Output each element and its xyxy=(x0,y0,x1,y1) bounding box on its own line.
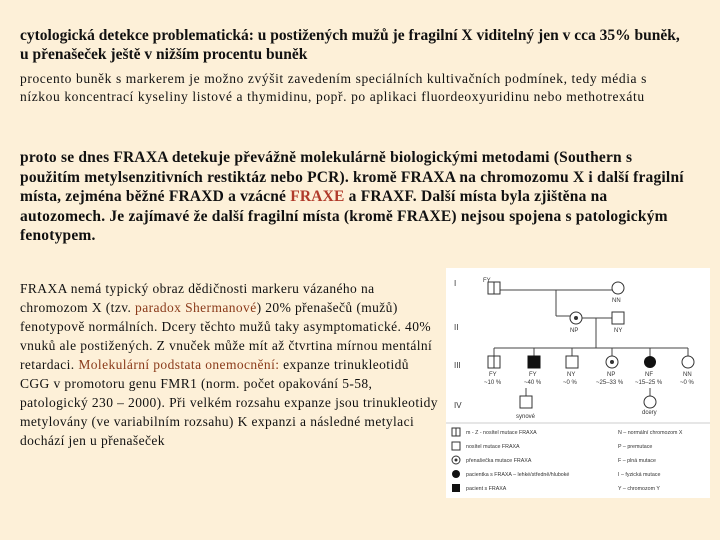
pct-iii-4: ~25–33 % xyxy=(596,380,624,386)
pct-iii-6: ~0 % xyxy=(680,380,694,386)
pedigree-female-normal xyxy=(612,282,624,294)
label-iii-2: FY xyxy=(529,372,537,378)
sherman-paradox-highlight: paradox Shermanové xyxy=(135,300,257,315)
pedigree-svg xyxy=(446,268,710,498)
label-iii-6: NN xyxy=(683,372,692,378)
legend-right-2: P – premutace xyxy=(618,444,653,450)
label-iii-5: NF xyxy=(645,372,653,378)
generation-label-2: II xyxy=(454,323,459,332)
pedigree-son-affected xyxy=(528,356,540,368)
legend-left-1: m - Z - nosítel mutace FRAXA xyxy=(466,430,537,436)
pedigree-daughter-affected xyxy=(644,356,656,368)
culture-paragraph xyxy=(20,70,660,106)
inheritance-text-1: FRAXA nemá typický obraz dědičnosti markeru vázaného na chromozom X (tzv. xyxy=(20,281,375,315)
mechanism-label: Molekulární podstata onemocnění: xyxy=(78,357,280,372)
legend-left-3: přenašečka mutace FRAXA xyxy=(466,458,532,464)
inheritance-text-2: ) 20% přenašečů (mužů) fenotypově normálních. Dcery těchto mužů taky asymptomatické. 40% vnuků ale postižených. Z vnuček může mít až čtvrtina mírnou mentální retardaci. xyxy=(20,300,433,372)
label-iv-2: dcery xyxy=(642,410,657,416)
generation-label-3: III xyxy=(454,361,461,370)
label-ii-1: NP xyxy=(570,328,579,334)
label-i-2: NN xyxy=(612,298,621,304)
cytology-text: cytologická detekce problematická: u postižených mužů je fragilní X viditelný jen v cca 35% buněk, u přenašeček ještě v nižším procentu buněk xyxy=(20,27,680,63)
molecular-text-2: a FRAXF. Další místa byla zjištěna na autozomech. Je zajímavé že další fragilní místa (kromě FRAXE) nejsou spojena s patologickým fenotypem. xyxy=(20,188,668,244)
pct-iii-5: ~15–25 % xyxy=(635,380,663,386)
legend-left-5: pacient s FRAXA xyxy=(466,486,507,492)
label-iii-3: NY xyxy=(567,372,576,378)
pct-iii-3: ~0 % xyxy=(563,380,577,386)
label-i-1: FY xyxy=(483,278,491,284)
label-ii-2: NY xyxy=(614,328,623,334)
culture-text: procento buněk s markerem je možno zvýšit zavedením speciálních kultivačních podmínek, tedy média s nízkou koncentrací kyseliny listové a thymidinu, popř. po aplikaci fluordeoxyuridinu nebo methotrexátu xyxy=(20,71,647,104)
pedigree-figure xyxy=(446,268,710,498)
label-iii-1: FY xyxy=(489,372,497,378)
pedigree-daughter-normal xyxy=(682,356,694,368)
pct-iii-1: ~10 % xyxy=(484,380,502,386)
molecular-paragraph xyxy=(20,148,690,246)
fraxe-highlight: FRAXE xyxy=(290,188,345,205)
pedigree-male-normal xyxy=(612,312,624,324)
label-iv-1: synové xyxy=(516,414,536,420)
legend-right-3: F – plná mutace xyxy=(618,458,656,464)
legend-right-5: Y – chromozom Y xyxy=(618,486,660,492)
legend-left-4: pacientka s FRAXA – lehké/středně/hluboké xyxy=(466,472,570,478)
generation-label-1: I xyxy=(454,279,457,288)
inheritance-text-3: expanze trinukleotidů CGG v promotoru genu FMR1 (norm. počet opakování 5-58, patologický 230 – 2000). Při velkém rozsahu expanze jsou trinukleotidy metylovány (ve variabilním rozsahu) K expanzi a následné metylaci dochází jen u přenašeček xyxy=(20,357,438,448)
pedigree-grandsons xyxy=(520,396,532,408)
label-iii-4: NP xyxy=(607,372,616,378)
legend-right-1: N – normální chromozom X xyxy=(618,430,683,436)
inheritance-paragraph xyxy=(20,279,440,450)
legend-left-2: nosítel mutace FRAXA xyxy=(466,444,520,450)
pedigree-granddaughters xyxy=(644,396,656,408)
pedigree-son-normal xyxy=(566,356,578,368)
molecular-text-1: proto se dnes FRAXA detekuje převážně molekulárně biologickými metodami (Southern s použitím metylsenzitivních restiktáz nebo PCR). kromě FRAXA na chromozomu X i další fragilní místa, zejména běžné FRAXD a vzácné xyxy=(20,149,684,205)
pct-iii-2: ~40 % xyxy=(524,380,542,386)
legend-right-4: I – fyzická mutace xyxy=(618,472,661,478)
cytology-paragraph xyxy=(20,26,680,64)
generation-label-4: IV xyxy=(454,401,462,410)
